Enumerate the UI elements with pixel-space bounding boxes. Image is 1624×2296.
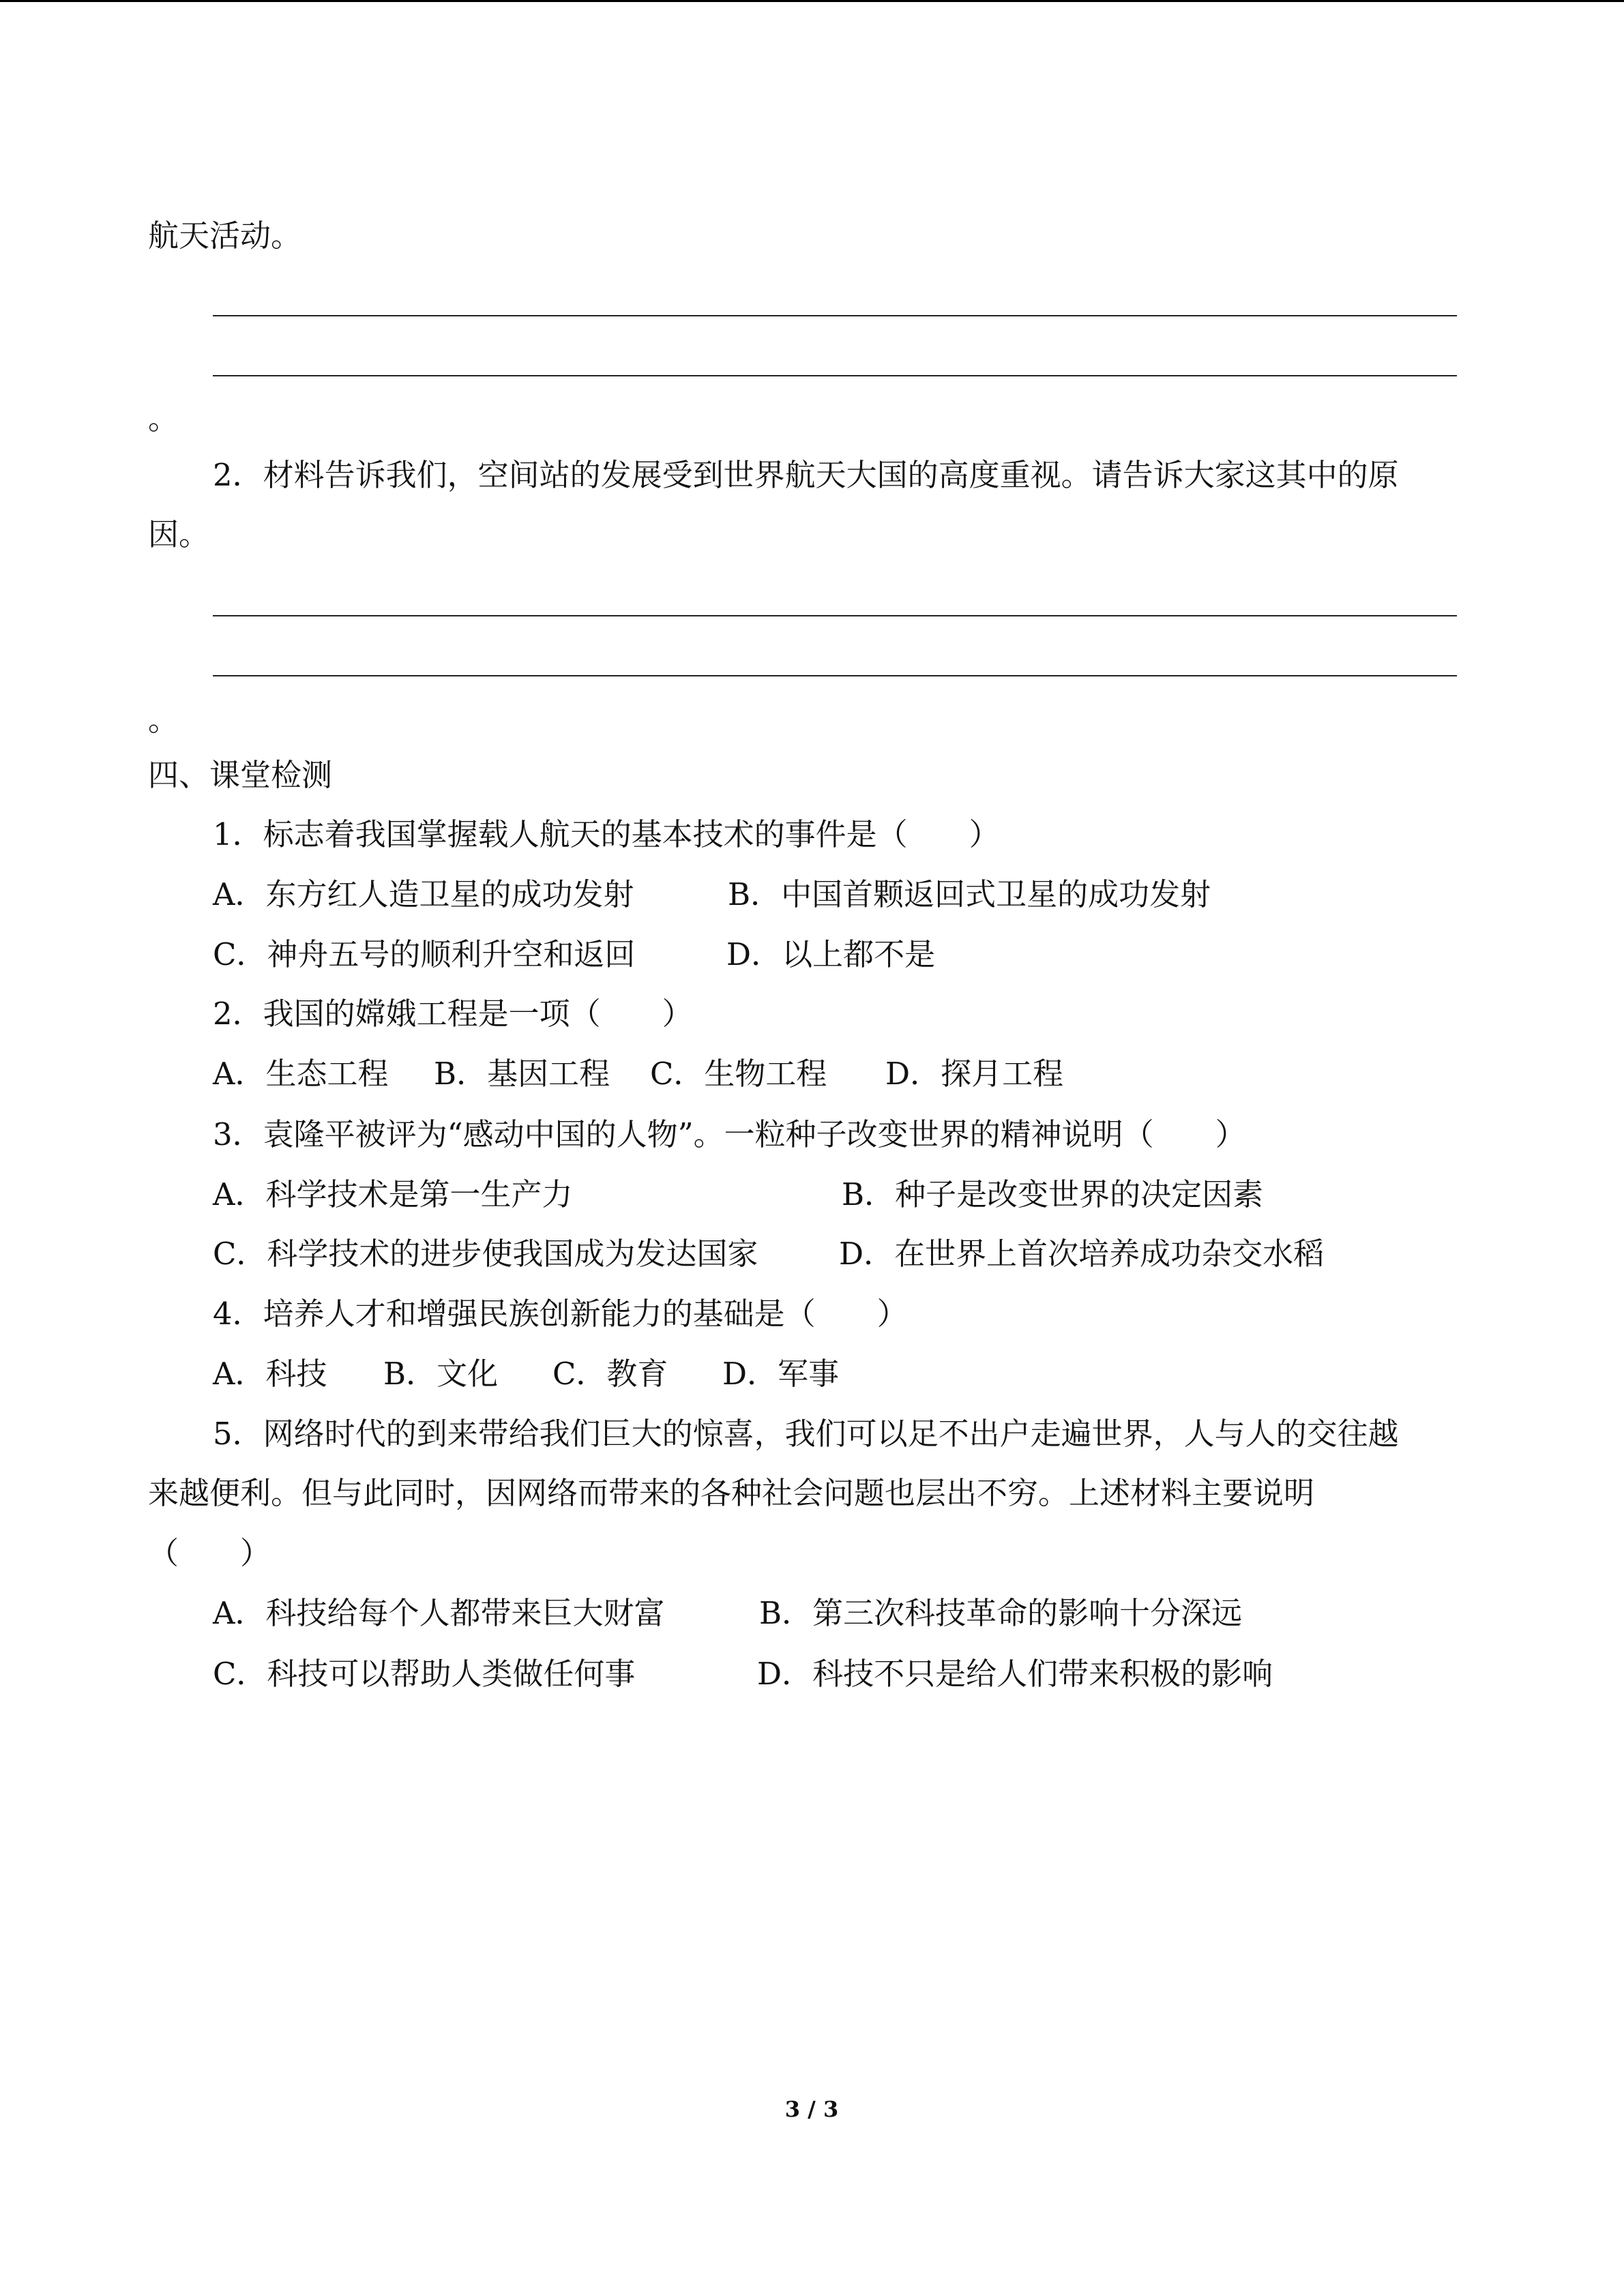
q1-option-d[interactable]: D．以上都不是 [726,936,936,972]
question-2-stem-cont: 因。 [148,516,210,552]
answer-blank-line[interactable] [213,675,1457,676]
q2-stem: 2．我国的嫦娥工程是一项（ ） [213,996,693,1032]
q1-option-b[interactable]: B．中国首颗返回式卫星的成功发射 [728,876,1211,912]
q3-stem: 3．袁隆平被评为“感动中国的人物”。一粒种子改变世界的精神说明（ ） [213,1116,1246,1152]
page-number: 3 / 3 [784,2096,839,2122]
blank-terminator: 。 [148,400,179,436]
q4-option-c[interactable]: C．教育 [552,1356,668,1392]
q2-option-a[interactable]: A．生态工程 [213,1056,389,1092]
q2-option-d[interactable]: D．探月工程 [885,1056,1064,1092]
page-top-border [0,0,1624,2]
q3-option-d[interactable]: D．在世界上首次培养成功杂交水稻 [839,1236,1325,1272]
q4-option-a[interactable]: A．科技 [213,1356,327,1392]
q5-stem: 5．网络时代的到来带给我们巨大的惊喜，我们可以足不出户走遍世界，人与人的交往越 [213,1416,1399,1452]
q5-option-d[interactable]: D．科技不只是给人们带来积极的影响 [757,1656,1273,1692]
answer-blank-line[interactable] [213,615,1457,616]
q4-stem: 4．培养人才和增强民族创新能力的基础是（ ） [213,1296,908,1332]
q4-option-d[interactable]: D．军事 [722,1356,840,1392]
q1-option-a[interactable]: A．东方红人造卫星的成功发射 [213,876,634,912]
answer-blank-line[interactable] [213,315,1457,316]
section-heading: 四、课堂检测 [148,757,333,793]
q3-option-c[interactable]: C．科学技术的进步使我国成为发达国家 [213,1236,758,1272]
q3-option-b[interactable]: B．种子是改变世界的决定因素 [842,1176,1264,1212]
q2-option-c[interactable]: C．生物工程 [650,1056,827,1092]
q2-option-b[interactable]: B．基因工程 [434,1056,610,1092]
q5-option-c[interactable]: C．科技可以帮助人类做任何事 [213,1656,636,1692]
q4-option-b[interactable]: B．文化 [383,1356,499,1392]
question-2-stem: 2．材料告诉我们，空间站的发展受到世界航天大国的高度重视。请告诉大家这其中的原 [213,457,1399,493]
answer-blank-line[interactable] [213,375,1457,376]
q5-answer-paren: （ ） [148,1535,271,1571]
q3-option-a[interactable]: A．科学技术是第一生产力 [213,1176,573,1212]
q5-option-a[interactable]: A．科技给每个人都带来巨大财富 [213,1595,665,1631]
text-line: 航天活动。 [148,218,302,254]
q5-option-b[interactable]: B．第三次科技革命的影响十分深远 [759,1595,1243,1631]
q5-stem-cont: 来越便利。但与此同时，因网络而带来的各种社会问题也层出不穷。上述材料主要说明 [148,1475,1315,1511]
q1-option-c[interactable]: C．神舟五号的顺利升空和返回 [213,936,636,972]
q1-stem: 1．标志着我国掌握载人航天的基本技术的事件是（ ） [213,816,1000,852]
blank-terminator: 。 [148,702,179,738]
